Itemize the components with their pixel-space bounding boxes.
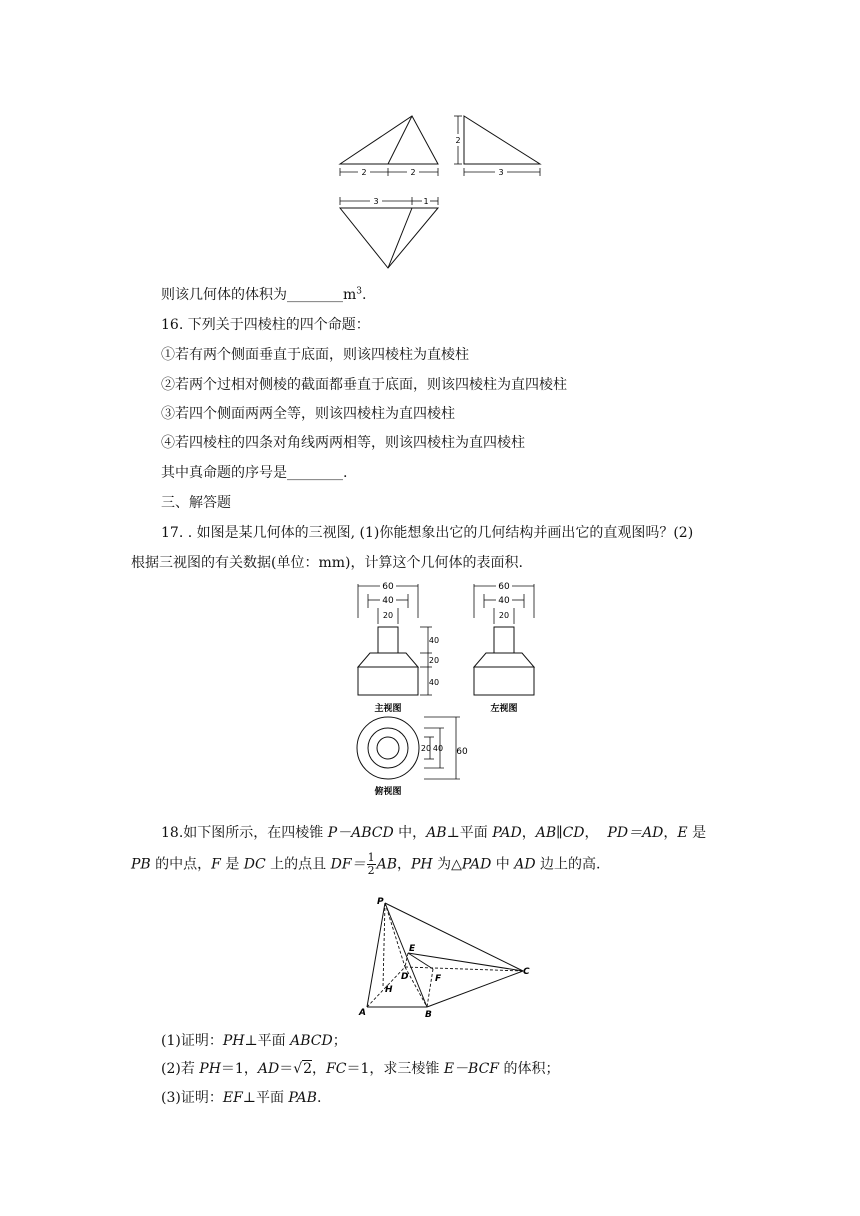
q18-math: AB [376, 856, 397, 873]
front-view-caption: 主视图 [374, 704, 402, 714]
q18-math: PH [411, 856, 433, 873]
q18-line-1 [161, 822, 706, 842]
q18-math: AB∥CD [535, 825, 585, 841]
dim-label: 40 [498, 596, 510, 606]
fraction-numerator: 1 [367, 851, 375, 864]
q18-math: AD [514, 856, 536, 873]
three-view-figure-q15 [330, 108, 550, 282]
dim-label: 60 [498, 582, 510, 592]
q18-part-1 [161, 1030, 347, 1050]
q18-line-2 [131, 852, 601, 877]
q18-text: 中 [491, 856, 515, 873]
q18-math: DC [243, 856, 266, 873]
fraction-one-half [367, 852, 376, 877]
q18-text: (1)证明： [161, 1033, 223, 1049]
q18-text: 是 [687, 825, 707, 841]
q18-text: ， [663, 825, 678, 841]
q18-text: ⊥平面 [242, 1090, 289, 1106]
q18-math: E [677, 825, 688, 841]
front-view-q15 [340, 116, 438, 164]
q18-text: ⊥平面 [244, 1033, 291, 1049]
q18-math: PAB [288, 1090, 317, 1106]
three-view-figure-q17 [340, 578, 540, 807]
top-view-q15 [340, 208, 438, 268]
q18-math: EF [222, 1090, 243, 1106]
q18-text: ， [584, 825, 608, 841]
q18-part-2 [161, 1058, 559, 1078]
q18-text: ⊥平面 [446, 825, 493, 841]
dim-label: 2 [455, 136, 461, 145]
q18-math: DF＝ [330, 856, 366, 873]
dim-label: 20 [420, 744, 432, 753]
section-heading: 三、解答题 [161, 495, 231, 511]
q18-math: ABCD [290, 1033, 333, 1049]
q18-text: (3)证明： [161, 1090, 223, 1106]
q16-option-4: ④若四棱柱的四条对角线两两相等，则该四棱柱为直四棱柱 [161, 435, 525, 451]
left-view-caption: 左视图 [490, 704, 518, 714]
q18-math: FC [326, 1061, 347, 1077]
dim-label: 20 [428, 656, 440, 665]
side-view-q15 [464, 116, 540, 164]
q18-math: AD [257, 1061, 280, 1077]
front-view-body [358, 627, 418, 695]
dim-label: 20 [498, 611, 510, 620]
q18-text: 边上的高. [535, 856, 601, 873]
dim-label: 20 [382, 611, 394, 620]
point-label-b: B [425, 1010, 432, 1020]
q18-math: P－ABCD [327, 825, 394, 841]
q17-line-1: 17. . 如图是某几何体的三视图, (1)你能想象出它的几何结构并画出它的直观图吗？(2) [161, 525, 694, 541]
pyramid-figure-q18 [355, 895, 535, 1024]
q18-math: PD＝AD [607, 825, 664, 841]
q18-text: 为△ [432, 856, 462, 873]
q18-text: ＝1，求三棱锥 [346, 1061, 444, 1077]
dim-label: 40 [382, 596, 394, 606]
sqrt-radicand: 2 [303, 1061, 313, 1077]
q15-sup: 3 [356, 286, 363, 297]
dim-label: 3 [373, 197, 379, 206]
dim-label: 60 [456, 747, 468, 757]
fraction-denominator: 2 [367, 864, 375, 877]
left-view-body [474, 627, 534, 695]
top-view-body [357, 717, 419, 779]
q18-text: 的体积； [499, 1061, 560, 1077]
q18-math: E－BCF [443, 1061, 500, 1077]
q18-math: PB [131, 856, 151, 873]
q18-text: 是 [220, 856, 244, 873]
dim-label: 2 [361, 168, 367, 177]
q18-math: PAD [492, 825, 522, 841]
q18-math: PH [199, 1061, 221, 1077]
dim-label: 40 [428, 678, 440, 687]
point-label-e: E [409, 944, 416, 954]
q18-text: ＝1， [220, 1061, 258, 1077]
dim-label: 2 [410, 168, 416, 177]
q18-math: F [211, 856, 221, 873]
q15-end: . [362, 287, 367, 303]
dim-label: 40 [428, 636, 440, 645]
q15-answer-line [161, 284, 366, 304]
point-label-a: A [359, 1008, 366, 1018]
point-label-d: D [401, 972, 409, 982]
q16-stem: 16. 下列关于四棱柱的四个命题： [161, 317, 370, 333]
q18-text: ， [397, 856, 411, 873]
q16-option-2: ②若两个过相对侧棱的截面都垂直于底面，则该四棱柱为直四棱柱 [161, 377, 567, 393]
sqrt-expression: √2 [293, 1061, 313, 1077]
q18-math: PH [222, 1033, 245, 1049]
q18-text: ； [332, 1033, 347, 1049]
dim-label: 1 [423, 197, 429, 206]
side-dimension-q15 [454, 116, 540, 176]
q18-part-3 [161, 1087, 321, 1107]
q18-text: 中， [393, 825, 427, 841]
q18-text: ， [312, 1061, 327, 1077]
front-dimension-q15 [340, 168, 438, 176]
q17-line-2: 根据三视图的有关数据(单位：mm)，计算这个几何体的表面积. [131, 555, 523, 571]
point-label-f: F [435, 974, 442, 984]
point-label-p: P [377, 897, 384, 907]
point-label-c: C [523, 967, 530, 977]
q15-text: 则该几何体的体积为________m [161, 287, 357, 303]
dim-label: 60 [382, 582, 394, 592]
q18-text: 18.如下图所示，在四棱锥 [161, 825, 328, 841]
q18-text: ， [521, 825, 536, 841]
top-view-caption: 俯视图 [374, 787, 402, 797]
q16-ask: 其中真命题的序号是________. [161, 465, 348, 481]
point-label-h: H [385, 985, 393, 995]
dim-label: 40 [432, 744, 444, 753]
q18-text: 的中点， [150, 856, 212, 873]
q18-text: 上的点且 [265, 856, 331, 873]
q16-option-3: ③若四个侧面两两全等，则该四棱柱为直四棱柱 [161, 406, 455, 422]
q16-option-1: ①若有两个侧面垂直于底面，则该四棱柱为直棱柱 [161, 347, 469, 363]
q18-math: AB [426, 825, 447, 841]
q18-text: ＝ [279, 1061, 294, 1077]
q18-math: PAD [461, 856, 492, 873]
dim-label: 3 [498, 168, 504, 177]
q18-text: . [316, 1090, 322, 1106]
q18-text: (2)若 [161, 1061, 200, 1077]
